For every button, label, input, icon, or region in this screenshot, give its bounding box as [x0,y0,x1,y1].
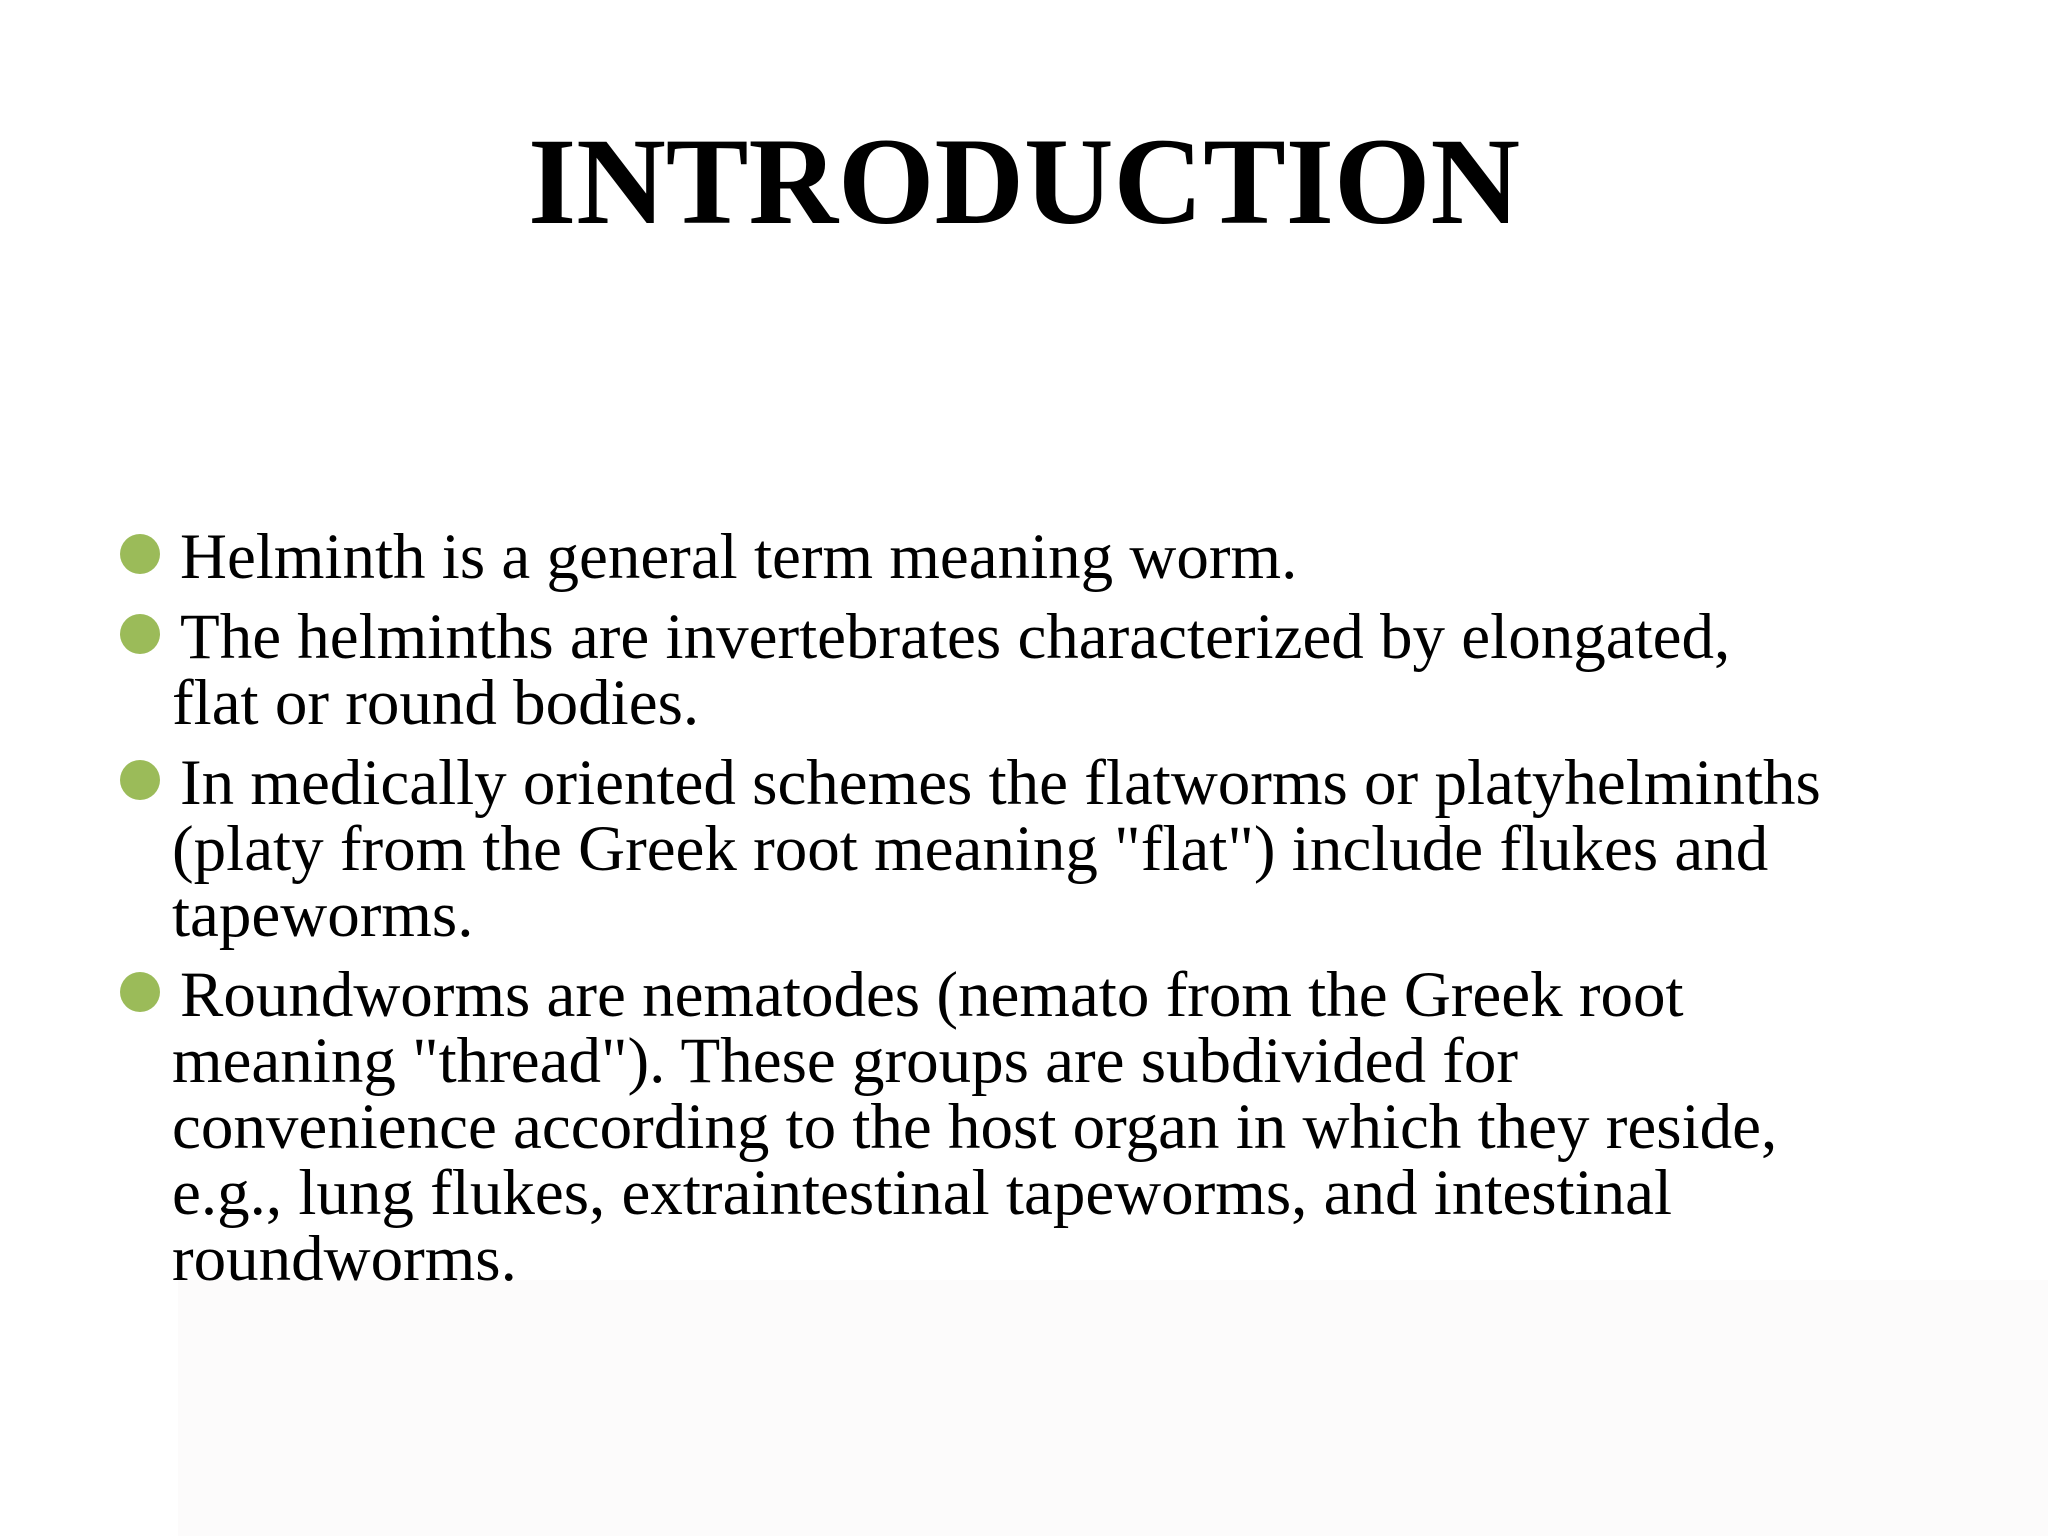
bullet-text [176,521,2000,593]
bullet-list [120,521,2000,1306]
bullet-dot-icon [120,760,160,800]
bullet-text [172,747,2000,951]
slide-title: INTRODUCTION [527,113,1521,250]
bullet-line: Roundworms are nematodes (nemato from the Greek root [180,959,1684,1031]
bullet-dot-icon [120,614,160,654]
bullet-text [172,601,2000,739]
bullet-dot-icon [120,534,160,574]
bullet-item [120,959,2000,1295]
bullet-line: meaning "thread"). These groups are subdivided for [172,1025,1519,1097]
bullet-item [120,601,2000,739]
bullet-line: roundworms. [172,1223,517,1295]
bullet-line: The helminths are invertebrates characterized by elongated, [180,601,1731,673]
bullet-text [172,959,2000,1295]
background-panel [178,1280,2048,1536]
bullet-line: e.g., lung flukes, extraintestinal tapeworms, and intestinal [172,1157,1673,1229]
bullet-line: (platy from the Greek root meaning "flat") include flukes and [172,813,1769,885]
bullet-line: flat or round bodies. [172,667,700,739]
bullet-item [120,521,2000,593]
bullet-item [120,747,2000,951]
bullet-line: Helminth is a general term meaning worm. [180,521,1298,593]
bullet-line: tapeworms. [172,879,474,951]
bullet-line: In medically oriented schemes the flatworms or platyhelminths [180,747,1821,819]
bullet-dot-icon [120,972,160,1012]
bullet-line: convenience according to the host organ in which they reside, [172,1091,1778,1163]
